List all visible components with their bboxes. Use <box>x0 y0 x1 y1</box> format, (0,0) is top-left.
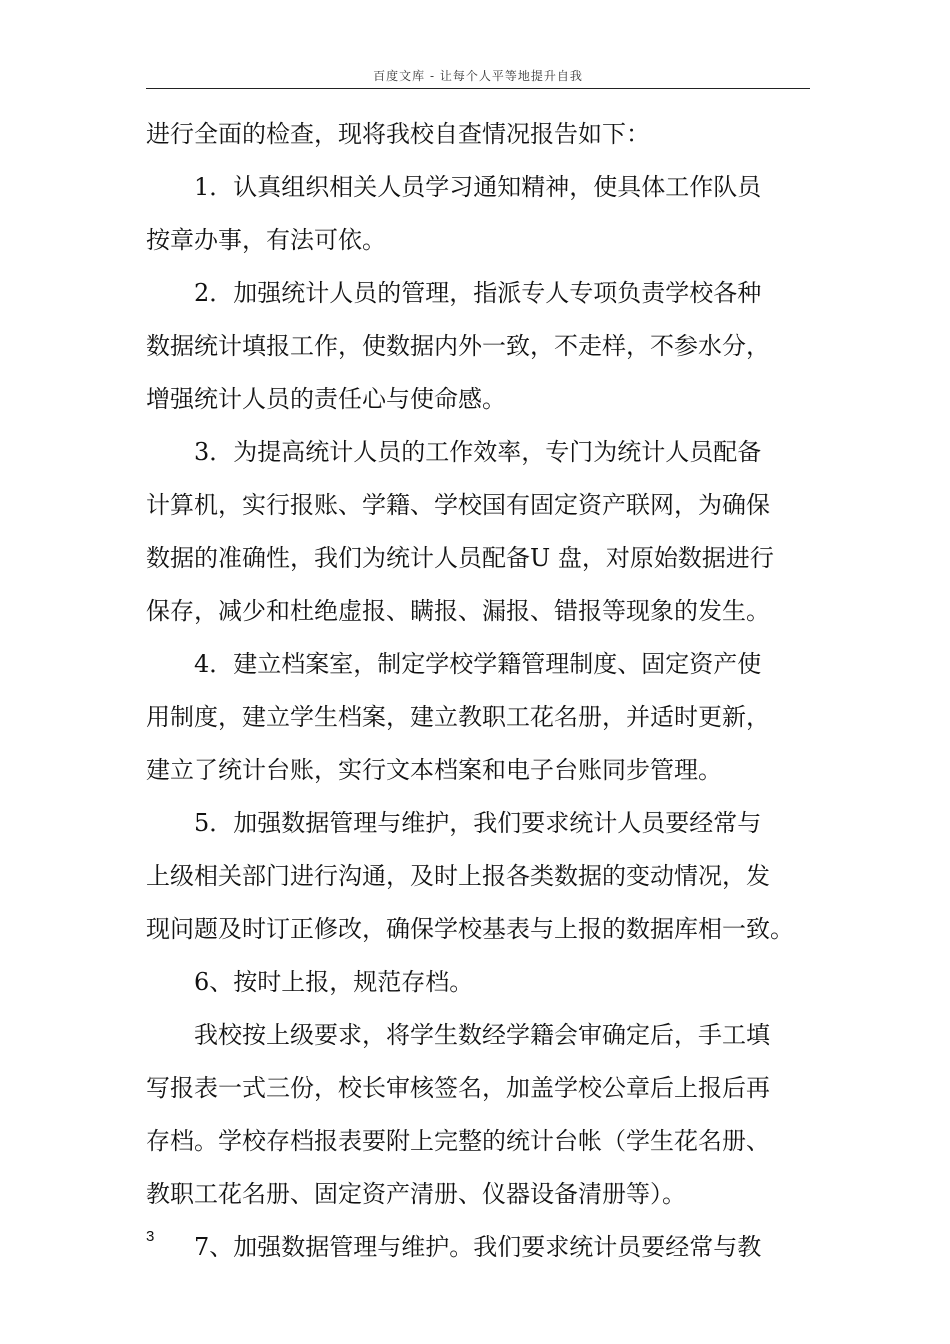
text-line: 写报表一式三份，校长审核签名，加盖学校公章后上报后再 <box>146 1074 770 1102</box>
page-number: 3 <box>146 1228 155 1245</box>
text-line: 保存，减少和杜绝虚报、瞒报、漏报、错报等现象的发生。 <box>146 597 770 625</box>
page-header <box>146 64 810 89</box>
text-line: 1．认真组织相关人员学习通知精神，使具体工作队员 <box>194 173 762 201</box>
text-line: 上级相关部门进行沟通，及时上报各类数据的变动情况，发 <box>146 862 770 890</box>
text-line: 进行全面的检查，现将我校自查情况报告如下： <box>146 120 650 148</box>
text-line: 7、加强数据管理与维护。我们要求统计员要经常与教 <box>194 1233 762 1261</box>
text-line: 我校按上级要求，将学生数经学籍会审确定后，手工填 <box>194 1021 770 1049</box>
document-body <box>146 108 810 1274</box>
text-line: 2．加强统计人员的管理，指派专人专项负责学校各种 <box>194 279 762 307</box>
text-line: 3．为提高统计人员的工作效率，专门为统计人员配备 <box>194 438 762 466</box>
text-line: 4．建立档案室，制定学校学籍管理制度、固定资产使 <box>194 650 762 678</box>
text-line: 存档。学校存档报表要附上完整的统计台帐（学生花名册、 <box>146 1127 770 1155</box>
header-text: 百度文库 - 让每个人平等地提升自我 <box>373 69 583 83</box>
text-line: 按章办事，有法可依。 <box>146 226 386 254</box>
text-line: 计算机，实行报账、学籍、学校国有固定资产联网，为确保 <box>146 491 770 519</box>
text-line: 现问题及时订正修改，确保学校基表与上报的数据库相一致。 <box>146 915 794 943</box>
text-line: 6、按时上报，规范存档。 <box>194 968 474 996</box>
text-line: 建立了统计台账，实行文本档案和电子台账同步管理。 <box>146 756 722 784</box>
text-line: 数据的准确性，我们为统计人员配备U 盘，对原始数据进行 <box>146 544 774 572</box>
text-line: 增强统计人员的责任心与使命感。 <box>146 385 506 413</box>
text-line: 5．加强数据管理与维护，我们要求统计人员要经常与 <box>194 809 762 837</box>
text-line: 用制度，建立学生档案，建立教职工花名册，并适时更新， <box>146 703 770 731</box>
text-line: 数据统计填报工作，使数据内外一致，不走样，不参水分， <box>146 332 770 360</box>
text-line: 教职工花名册、固定资产清册、仪器设备清册等）。 <box>146 1180 686 1208</box>
